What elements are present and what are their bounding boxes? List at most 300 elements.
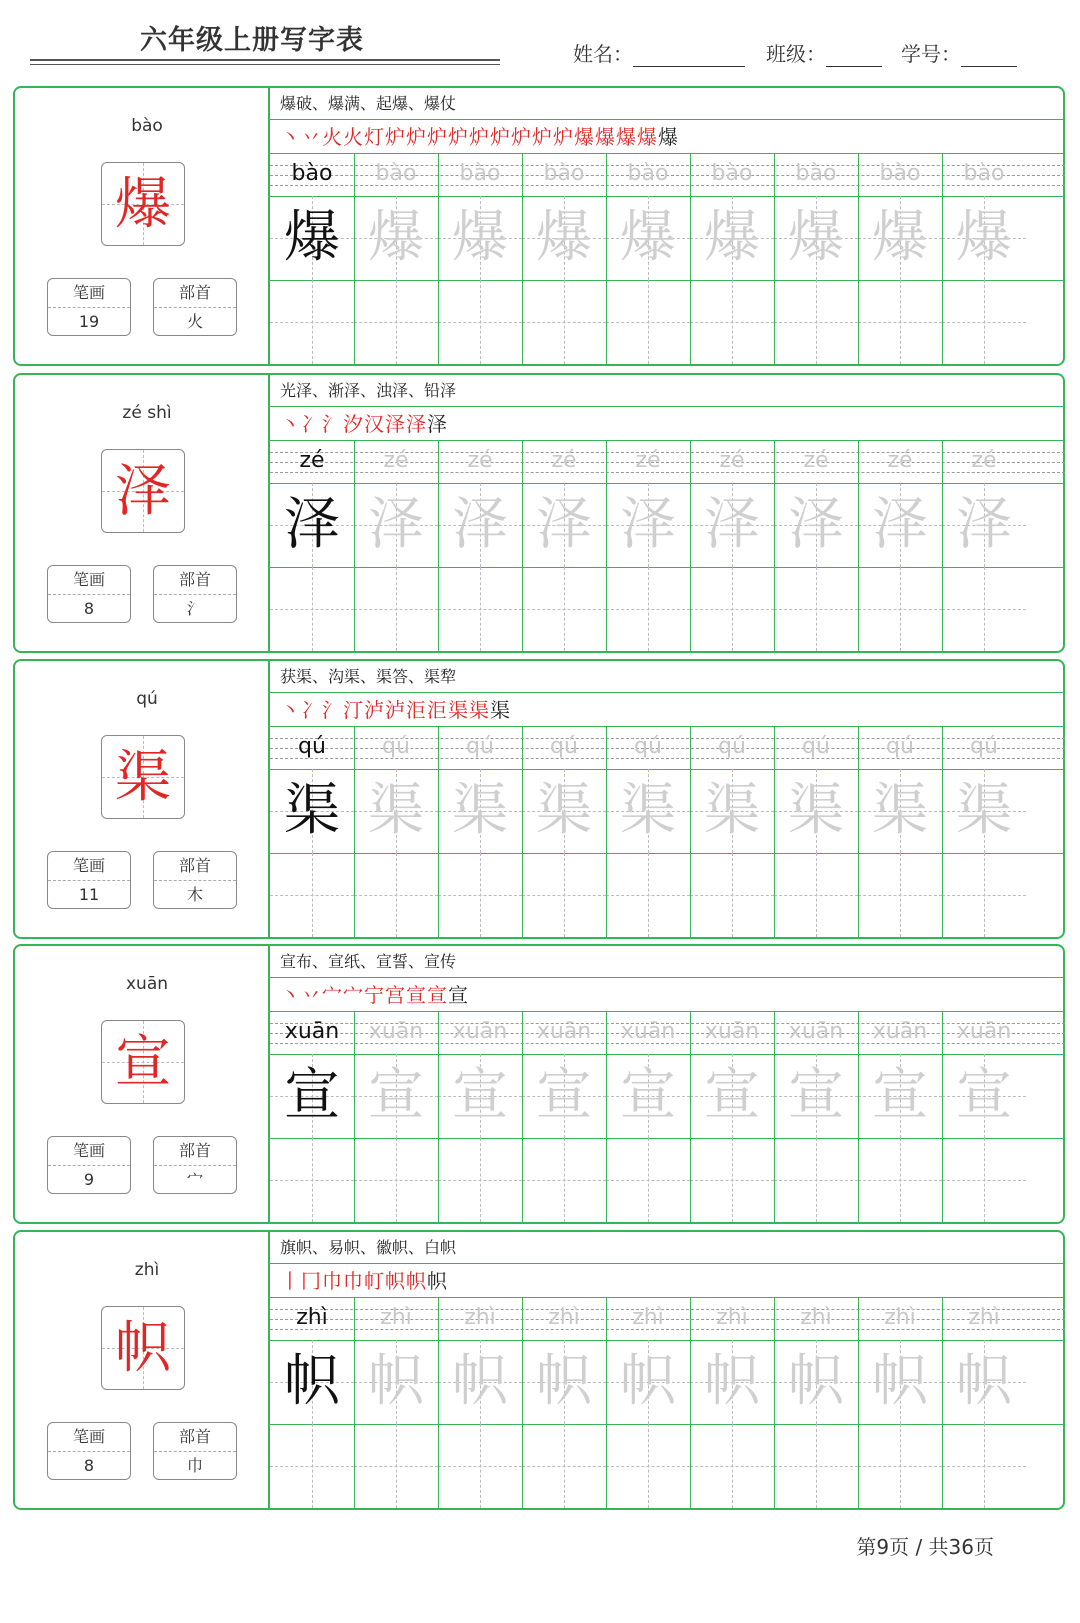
pinyin-cell[interactable]: zé: [887, 448, 913, 473]
stroke-step: 帜: [406, 1269, 427, 1293]
blank-cell[interactable]: [270, 1424, 354, 1508]
tracing-cell: [270, 769, 354, 853]
pinyin-cell[interactable]: bào: [711, 161, 753, 186]
blank-cell[interactable]: [606, 853, 690, 937]
pinyin-cell[interactable]: bào: [879, 161, 921, 186]
stroke-step: 渠: [469, 698, 490, 722]
blank-cell[interactable]: [522, 1424, 606, 1508]
pinyin-cell[interactable]: zhì: [884, 1305, 916, 1330]
model-character: 爆: [115, 172, 171, 237]
blank-cell[interactable]: [606, 1424, 690, 1508]
column-divider: [606, 441, 607, 651]
blank-cell[interactable]: [354, 853, 438, 937]
column-divider: [858, 154, 859, 364]
blank-cell[interactable]: [858, 280, 942, 364]
stroke-step: 丶: [280, 698, 301, 722]
stroke-count-label: 笔画: [48, 1137, 130, 1166]
stroke-step: 爆: [616, 125, 637, 149]
column-divider: [522, 727, 523, 937]
stroke-step: 丷: [301, 983, 322, 1007]
column-divider: [606, 1012, 607, 1222]
stroke-step: 爆: [637, 125, 658, 149]
stroke-count-value: 9: [83, 1170, 95, 1189]
blank-cell[interactable]: [942, 1424, 1026, 1508]
blank-cell[interactable]: [942, 280, 1026, 364]
pinyin-cell[interactable]: qú: [802, 734, 830, 759]
blank-cell[interactable]: [522, 567, 606, 651]
tracing-cell[interactable]: [606, 1054, 690, 1138]
column-divider: [522, 441, 523, 651]
blank-cell[interactable]: [270, 567, 354, 651]
pinyin-cell[interactable]: zé: [971, 448, 997, 473]
blank-cell[interactable]: [858, 567, 942, 651]
tracing-cell[interactable]: [690, 483, 774, 567]
stroke-step: 宣: [448, 983, 469, 1007]
student-id-blank[interactable]: [961, 44, 1017, 67]
worksheet-header: [0, 0, 1080, 80]
tracing-cell[interactable]: [522, 1054, 606, 1138]
stroke-step: 渠: [448, 698, 469, 722]
pinyin-cell[interactable]: qú: [718, 734, 746, 759]
tracing-cell[interactable]: [438, 1054, 522, 1138]
tracing-character: 宣: [368, 1063, 424, 1128]
stroke-step: 炉: [406, 125, 427, 149]
blank-cell[interactable]: [942, 853, 1026, 937]
tracing-cell[interactable]: [858, 1054, 942, 1138]
stroke-step: 宀: [322, 983, 343, 1007]
stroke-order: [270, 407, 1065, 441]
stroke-step: 泽: [427, 412, 448, 436]
column-divider: [774, 727, 775, 937]
name-label: 姓名：: [573, 42, 633, 66]
pinyin-cell[interactable]: zé: [551, 448, 577, 473]
pinyin-cell[interactable]: zé: [719, 448, 745, 473]
radical-box: [153, 1422, 237, 1480]
blank-cell[interactable]: [858, 853, 942, 937]
stroke-step: 泽: [385, 412, 406, 436]
blank-cell[interactable]: [774, 1424, 858, 1508]
tracing-character: 渠: [872, 778, 928, 843]
stroke-count-value: 11: [78, 885, 100, 904]
pinyin-cell[interactable]: zé: [635, 448, 661, 473]
column-divider: [606, 727, 607, 937]
tracing-cell[interactable]: [774, 1340, 858, 1424]
blank-cell[interactable]: [270, 1138, 354, 1222]
character-model-box: [101, 449, 185, 533]
stroke-step: 丶: [280, 125, 301, 149]
blank-cell[interactable]: [690, 280, 774, 364]
tracing-character: 泽: [872, 492, 928, 557]
tracing-character: 帜: [788, 1349, 844, 1414]
pinyin-cell[interactable]: zé: [803, 448, 829, 473]
tracing-row: [270, 1054, 1065, 1139]
stroke-step: 冂: [301, 1269, 322, 1293]
pinyin-cell[interactable]: zé: [383, 448, 409, 473]
tracing-character: 宣: [956, 1063, 1012, 1128]
stroke-step: 泽: [406, 412, 427, 436]
page-number: 第9页 / 共36页: [856, 1535, 994, 1559]
practice-grid: [270, 1012, 1065, 1222]
stroke-step: 帜: [385, 1269, 406, 1293]
pinyin-cell[interactable]: xuān: [704, 1019, 760, 1044]
pinyin-row: [270, 727, 1065, 770]
stroke-step: 帜: [427, 1269, 448, 1293]
student-id-field[interactable]: [901, 38, 1017, 67]
tracing-character: 渠: [368, 778, 424, 843]
character-card: [13, 86, 1065, 366]
pinyin-cell[interactable]: zhì: [464, 1305, 496, 1330]
column-divider: [858, 1012, 859, 1222]
blank-cell[interactable]: [522, 1138, 606, 1222]
tracing-cell[interactable]: [438, 483, 522, 567]
pinyin-cell[interactable]: zhì: [968, 1305, 1000, 1330]
blank-cell[interactable]: [270, 280, 354, 364]
tracing-cell[interactable]: [858, 196, 942, 280]
tracing-character: 爆: [788, 205, 844, 270]
blank-cell[interactable]: [858, 1138, 942, 1222]
blank-cell[interactable]: [858, 1424, 942, 1508]
class-field[interactable]: [766, 38, 882, 67]
column-divider: [690, 441, 691, 651]
tracing-cell: [270, 1340, 354, 1424]
example-words: 旗帜、易帜、徽帜、白帜: [270, 1232, 1065, 1264]
practice-grid: [270, 727, 1065, 937]
radical-box: [153, 851, 237, 909]
character-card: [13, 944, 1065, 1224]
column-divider: [942, 1298, 943, 1508]
tracing-cell[interactable]: [354, 196, 438, 280]
tracing-character: 泽: [284, 492, 340, 557]
tracing-row: [270, 483, 1065, 568]
column-divider: [522, 1012, 523, 1222]
character-pinyin: zhì: [134, 1260, 160, 1280]
stroke-count-label: 笔画: [48, 1423, 130, 1452]
tracing-cell[interactable]: [942, 483, 1026, 567]
tracing-cell[interactable]: [858, 1340, 942, 1424]
practice-grid: [270, 1298, 1065, 1508]
blank-cell[interactable]: [690, 567, 774, 651]
tracing-character: 宣: [620, 1063, 676, 1128]
blank-cell[interactable]: [270, 853, 354, 937]
tracing-cell[interactable]: [942, 769, 1026, 853]
tracing-cell[interactable]: [606, 769, 690, 853]
tracing-cell[interactable]: [438, 769, 522, 853]
pinyin-cell[interactable]: qú: [970, 734, 998, 759]
radical-label: 部首: [154, 566, 236, 595]
column-divider: [438, 1298, 439, 1508]
pinyin-cell[interactable]: bào: [627, 161, 669, 186]
tracing-cell[interactable]: [774, 483, 858, 567]
pinyin-cell[interactable]: xuān: [536, 1019, 592, 1044]
tracing-character: 泽: [452, 492, 508, 557]
name-blank[interactable]: [633, 44, 745, 67]
column-divider: [942, 154, 943, 364]
stroke-step: 丶: [280, 412, 301, 436]
blank-cell[interactable]: [354, 280, 438, 364]
tracing-cell[interactable]: [690, 769, 774, 853]
tracing-cell: [270, 483, 354, 567]
stroke-count-box: [47, 1422, 131, 1480]
column-divider: [606, 1298, 607, 1508]
stroke-step: 宀: [343, 983, 364, 1007]
stroke-step: 汀: [343, 698, 364, 722]
stroke-step: 火: [322, 125, 343, 149]
radical-box: [153, 1136, 237, 1194]
character-pinyin: zé shì: [122, 403, 172, 423]
model-character: 宣: [115, 1030, 171, 1095]
radical-value: 宀: [186, 1170, 203, 1189]
pinyin-cell[interactable]: zhì: [548, 1305, 580, 1330]
stroke-step: 丶: [280, 983, 301, 1007]
column-divider: [438, 441, 439, 651]
tracing-character: 泽: [368, 492, 424, 557]
pinyin-cell[interactable]: qú: [382, 734, 410, 759]
class-label: 班级：: [766, 42, 826, 66]
pinyin-cell[interactable]: xuān: [368, 1019, 424, 1044]
stroke-step: 洰: [406, 698, 427, 722]
pinyin-cell[interactable]: bào: [795, 161, 837, 186]
column-divider: [690, 727, 691, 937]
blank-cell[interactable]: [522, 853, 606, 937]
tracing-character: 爆: [872, 205, 928, 270]
pinyin-cell[interactable]: xuān: [956, 1019, 1012, 1044]
practice-grid: [270, 441, 1065, 651]
model-character: 渠: [115, 745, 171, 810]
pinyin-cell[interactable]: qú: [550, 734, 578, 759]
column-divider: [942, 1012, 943, 1222]
tracing-cell[interactable]: [606, 196, 690, 280]
title-underline-thin: [30, 64, 500, 65]
column-divider: [354, 441, 355, 651]
tracing-character: 帜: [284, 1349, 340, 1414]
column-divider: [942, 441, 943, 651]
pinyin-cell[interactable]: xuān: [872, 1019, 928, 1044]
blank-cell[interactable]: [774, 567, 858, 651]
stroke-step: 泸: [364, 698, 385, 722]
stroke-step: 冫: [301, 698, 322, 722]
tracing-character: 渠: [956, 778, 1012, 843]
tracing-character: 宣: [872, 1063, 928, 1128]
tracing-cell[interactable]: [942, 1054, 1026, 1138]
tracing-cell[interactable]: [354, 1054, 438, 1138]
stroke-step: 炉: [553, 125, 574, 149]
stroke-order: [270, 120, 1065, 154]
stroke-count-label: 笔画: [48, 566, 130, 595]
pinyin-cell[interactable]: bào: [543, 161, 585, 186]
tracing-cell[interactable]: [774, 769, 858, 853]
stroke-step: 冫: [301, 412, 322, 436]
stroke-step: 氵: [322, 412, 343, 436]
tracing-row: [270, 196, 1065, 281]
tracing-cell[interactable]: [522, 1340, 606, 1424]
tracing-cell[interactable]: [354, 1340, 438, 1424]
stroke-step: 丷: [301, 125, 322, 149]
column-divider: [438, 154, 439, 364]
tracing-character: 泽: [536, 492, 592, 557]
blank-cell[interactable]: [774, 853, 858, 937]
practice-area: [268, 661, 1065, 937]
tracing-character: 帜: [368, 1349, 424, 1414]
stroke-step: 灯: [364, 125, 385, 149]
blank-cell[interactable]: [438, 1424, 522, 1508]
pinyin-cell[interactable]: zhì: [632, 1305, 664, 1330]
stroke-step: 宫: [385, 983, 406, 1007]
character-card: [13, 659, 1065, 939]
stroke-order: [270, 978, 1065, 1012]
pinyin-cell[interactable]: qú: [634, 734, 662, 759]
stroke-count-box: [47, 565, 131, 623]
tracing-character: 爆: [536, 205, 592, 270]
tracing-character: 爆: [368, 205, 424, 270]
column-divider: [606, 154, 607, 364]
stroke-step: 炉: [385, 125, 406, 149]
tracing-cell[interactable]: [606, 483, 690, 567]
stroke-count-value: 19: [78, 312, 100, 331]
blank-cell[interactable]: [606, 1138, 690, 1222]
tracing-character: 帜: [704, 1349, 760, 1414]
stroke-step: 帄: [364, 1269, 385, 1293]
blank-cell[interactable]: [354, 1424, 438, 1508]
column-divider: [354, 727, 355, 937]
tracing-cell[interactable]: [438, 196, 522, 280]
tracing-character: 渠: [620, 778, 676, 843]
pinyin-cell[interactable]: bào: [963, 161, 1005, 186]
character-info: [15, 661, 279, 937]
column-divider: [774, 1012, 775, 1222]
blank-cell[interactable]: [438, 853, 522, 937]
tracing-cell[interactable]: [522, 769, 606, 853]
tracing-cell[interactable]: [690, 1340, 774, 1424]
tracing-character: 渠: [536, 778, 592, 843]
blank-writing-row: [270, 1424, 1065, 1508]
tracing-character: 宣: [536, 1063, 592, 1128]
pinyin-cell[interactable]: qú: [886, 734, 914, 759]
stroke-step: 巾: [343, 1269, 364, 1293]
tracing-cell[interactable]: [690, 1054, 774, 1138]
character-model-box: [101, 1306, 185, 1390]
stroke-step: 洰: [427, 698, 448, 722]
character-model-box: [101, 1020, 185, 1104]
blank-cell[interactable]: [942, 567, 1026, 651]
radical-label: 部首: [154, 1137, 236, 1166]
stroke-step: 爆: [574, 125, 595, 149]
tracing-cell[interactable]: [522, 196, 606, 280]
blank-cell[interactable]: [942, 1138, 1026, 1222]
pinyin-cell[interactable]: zhì: [800, 1305, 832, 1330]
tracing-character: 帜: [956, 1349, 1012, 1414]
tracing-row: [270, 769, 1065, 854]
column-divider: [438, 1012, 439, 1222]
blank-cell[interactable]: [438, 1138, 522, 1222]
stroke-order: [270, 1264, 1065, 1298]
page-title: 六年级上册写字表: [140, 25, 364, 56]
pinyin-cell[interactable]: xuān: [452, 1019, 508, 1044]
tracing-character: 爆: [284, 205, 340, 270]
practice-area: [268, 1232, 1065, 1508]
character-pinyin: qú: [136, 689, 158, 709]
blank-cell[interactable]: [354, 1138, 438, 1222]
tracing-cell[interactable]: [522, 483, 606, 567]
tracing-character: 宣: [284, 1063, 340, 1128]
blank-writing-row: [270, 567, 1065, 651]
tracing-cell[interactable]: [858, 769, 942, 853]
pinyin-cell[interactable]: zhì: [380, 1305, 412, 1330]
stroke-step: 渠: [490, 698, 511, 722]
stroke-count-label: 笔画: [48, 279, 130, 308]
column-divider: [774, 154, 775, 364]
name-field[interactable]: [573, 38, 745, 67]
pinyin-cell[interactable]: zhì: [716, 1305, 748, 1330]
stroke-step: 火: [343, 125, 364, 149]
radical-value: 巾: [186, 1456, 203, 1475]
tracing-cell[interactable]: [690, 196, 774, 280]
blank-cell[interactable]: [438, 280, 522, 364]
tracing-character: 帜: [452, 1349, 508, 1414]
tracing-cell[interactable]: [774, 1054, 858, 1138]
tracing-cell[interactable]: [942, 196, 1026, 280]
blank-cell[interactable]: [522, 280, 606, 364]
stroke-step: 炉: [490, 125, 511, 149]
blank-cell[interactable]: [774, 1138, 858, 1222]
practice-grid: [270, 154, 1065, 364]
tracing-cell[interactable]: [942, 1340, 1026, 1424]
tracing-cell[interactable]: [774, 196, 858, 280]
stroke-count-box: [47, 851, 131, 909]
blank-cell[interactable]: [606, 567, 690, 651]
class-blank[interactable]: [826, 44, 882, 67]
tracing-character: 宣: [452, 1063, 508, 1128]
blank-cell[interactable]: [690, 853, 774, 937]
character-info: [15, 88, 279, 364]
tracing-cell: [270, 1054, 354, 1138]
pinyin-row: [270, 1298, 1065, 1341]
stroke-step: 炉: [469, 125, 490, 149]
stroke-step: 丨: [280, 1269, 301, 1293]
pinyin-cell[interactable]: qú: [466, 734, 494, 759]
stroke-step: 汐: [343, 412, 364, 436]
blank-cell[interactable]: [606, 280, 690, 364]
title-underline: [30, 59, 500, 61]
pinyin-cell[interactable]: zé: [467, 448, 493, 473]
blank-writing-row: [270, 853, 1065, 937]
tracing-cell[interactable]: [354, 483, 438, 567]
column-divider: [690, 1012, 691, 1222]
tracing-cell[interactable]: [858, 483, 942, 567]
blank-cell[interactable]: [438, 567, 522, 651]
blank-cell[interactable]: [690, 1424, 774, 1508]
character-info: [15, 1232, 279, 1508]
blank-writing-row: [270, 280, 1065, 364]
blank-cell[interactable]: [690, 1138, 774, 1222]
blank-cell[interactable]: [774, 280, 858, 364]
pinyin-cell[interactable]: bào: [459, 161, 501, 186]
column-divider: [522, 154, 523, 364]
radical-label: 部首: [154, 852, 236, 881]
stroke-step: 炉: [427, 125, 448, 149]
pinyin-cell[interactable]: xuān: [620, 1019, 676, 1044]
model-character: 帜: [115, 1316, 171, 1381]
column-divider: [522, 1298, 523, 1508]
radical-label: 部首: [154, 279, 236, 308]
blank-cell[interactable]: [354, 567, 438, 651]
pinyin-cell[interactable]: xuān: [788, 1019, 844, 1044]
tracing-cell[interactable]: [354, 769, 438, 853]
tracing-cell[interactable]: [438, 1340, 522, 1424]
tracing-character: 帜: [536, 1349, 592, 1414]
pinyin-cell[interactable]: bào: [375, 161, 417, 186]
tracing-cell[interactable]: [606, 1340, 690, 1424]
character-model-box: [101, 735, 185, 819]
